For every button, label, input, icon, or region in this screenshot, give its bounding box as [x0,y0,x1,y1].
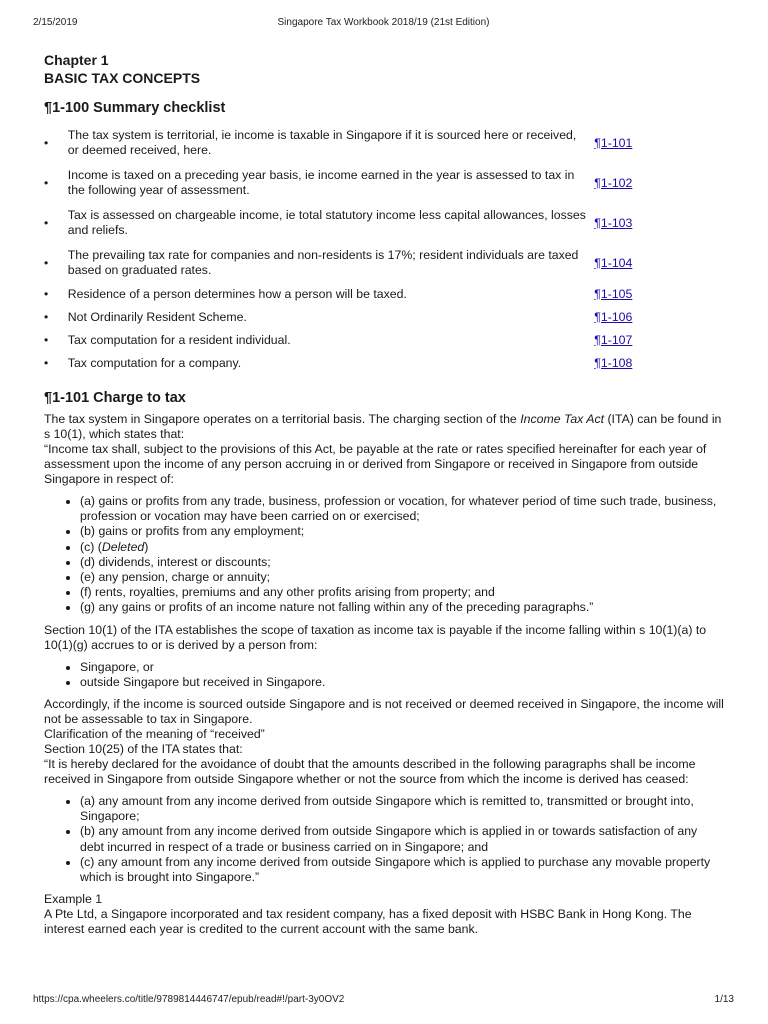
example-label: Example 1 [44,892,103,907]
checklist-row [44,306,644,329]
checklist-heading: ¶1-100 Summary checklist [44,100,226,116]
print-url: https://cpa.wheelers.co/title/9789814446747/epub/read#!/part-3y0OV2 [33,994,345,1005]
checklist-link[interactable]: ¶1-102 [594,175,633,190]
checklist-link[interactable]: ¶1-104 [594,255,633,270]
checklist-row [44,283,644,306]
charge-intro [44,412,724,442]
list-item: • (a) any amount from any income derived from outside Singapore which is remitted to, transmitted or brought into, Singapore; [80,794,724,824]
clarification-heading: Clarification of the meaning of “received” [44,727,265,742]
bullet: • [44,215,49,230]
item-text: ) [144,539,149,554]
act-name: Income Tax Act [520,412,605,426]
intro-text: (ITA) can be found in s 10(1), which states that: [44,412,722,441]
checklist-text: Residence of a person determines how a person will be taxed. [67,287,407,301]
list-item: • Singapore, or [80,660,724,675]
bullet: • [44,135,49,150]
document-body [44,52,724,937]
checklist-link[interactable]: ¶1-103 [594,215,633,230]
checklist-link[interactable]: ¶1-101 [594,135,633,150]
checklist-row [44,329,644,352]
section-paragraph: Section 10(25) of the ITA states that: [44,742,243,757]
bullet: • [44,175,49,190]
checklist-link[interactable]: ¶1-105 [594,287,633,301]
list-item: • (g) any gains or profits of an income nature not falling within any of the preceding paragraphs.” [80,600,724,615]
checklist-text: Not Ordinarily Resident Scheme. [67,310,247,324]
checklist-link[interactable]: ¶1-107 [594,333,633,347]
checklist-text: Tax is assessed on chargeable income, ie total statutory income less capital allowances, losses and reliefs. [67,208,586,237]
checklist-link[interactable]: ¶1-106 [594,310,633,324]
checklist-text: Tax computation for a resident individual. [67,333,291,347]
bullet: • [44,310,49,324]
checklist-row [44,123,644,163]
list-item: • (c) any amount from any income derived from outside Singapore which is applied to purchase any movable property which is brought into Singapore.” [80,855,724,885]
assessable-paragraph: Accordingly, if the income is sourced outside Singapore and is not received or deemed received in Singapore, the income will not be assessable to tax in Singapore. [44,697,724,727]
received-list [44,794,724,885]
scope-paragraph: Section 10(1) of the ITA establishes the scope of taxation as income tax is payable if the income falling within s 10(1)(a) to 10(1)(g) accrues to or is derived by a person from: [44,622,707,652]
chapter-title: BASIC TAX CONCEPTS [44,70,201,86]
deleted-text: Deleted [101,539,145,554]
bullet: • [44,333,49,347]
summary-checklist [44,123,644,375]
checklist-row [44,243,644,283]
bullet: • [44,287,49,301]
charge-heading: ¶1-101 Charge to tax [44,390,186,406]
chapter-label: Chapter 1 [44,52,109,68]
list-item: • (e) any pension, charge or annuity; [80,570,724,585]
checklist-text: Tax computation for a company. [67,356,242,370]
page-number: 1/13 [714,994,734,1005]
print-header [33,17,734,31]
quote-paragraph: “Income tax shall, subject to the provisions of this Act, be payable at the rate or rates specified hereinafter for each year of assessment upon the income of any person accruing in or derived from Singapore or received in Singapore from outside Singapore in respect of: [44,442,707,486]
print-date: 2/15/2019 [33,17,78,28]
list-item: • (b) any amount from any income derived from outside Singapore which is applied in or towards satisfaction of any debt incurred in respect of a trade or business carried on in Singapore; and [80,824,724,854]
bullet: • [44,255,49,270]
income-list [44,494,724,616]
checklist-text: Income is taxed on a preceding year basis, ie income earned in the year is assessed to tax in the following year of assessment. [67,168,575,197]
list-item: • (d) dividends, interest or discounts; [80,555,724,570]
list-item: • (b) gains or profits from any employment; [80,524,724,539]
list-item: • outside Singapore but received in Singapore. [80,675,724,690]
bullet: • [44,356,49,370]
checklist-text: The tax system is territorial, ie income is taxable in Singapore if it is sourced here or received, or deemed received, here. [67,128,577,157]
intro-text: The tax system in Singapore operates on a territorial basis. The charging section of the [44,412,521,426]
item-text: (c) ( [80,539,102,554]
checklist-row [44,163,644,203]
list-item: • (a) gains or profits from any trade, business, profession or vocation, for whatever period of time such trade, business, profession or vocation may have been carried on or exercised; [80,494,724,524]
checklist-row [44,203,644,243]
checklist-link[interactable]: ¶1-108 [594,356,633,370]
list-item [80,540,724,555]
source-list [44,660,724,690]
example-text: A Pte Ltd, a Singapore incorporated and tax resident company, has a fixed deposit with HSBC Bank in Hong Kong. The interest earned each year is credited to the current account with the same bank. [44,907,692,937]
list-item: • (f) rents, royalties, premiums and any other profits arising from property; and [80,585,724,600]
checklist-text: The prevailing tax rate for companies and non-residents is 17%; resident individuals are taxed based on graduated rates. [67,248,579,277]
checklist-row [44,352,644,375]
print-title: Singapore Tax Workbook 2018/19 (21st Edition) [277,17,490,28]
print-footer [33,994,734,1008]
quote-paragraph: “It is hereby declared for the avoidance of doubt that the amounts described in the following paragraphs shall be income received in Singapore from outside Singapore whether or not the source from which the income is derived has ceased: [44,757,696,787]
